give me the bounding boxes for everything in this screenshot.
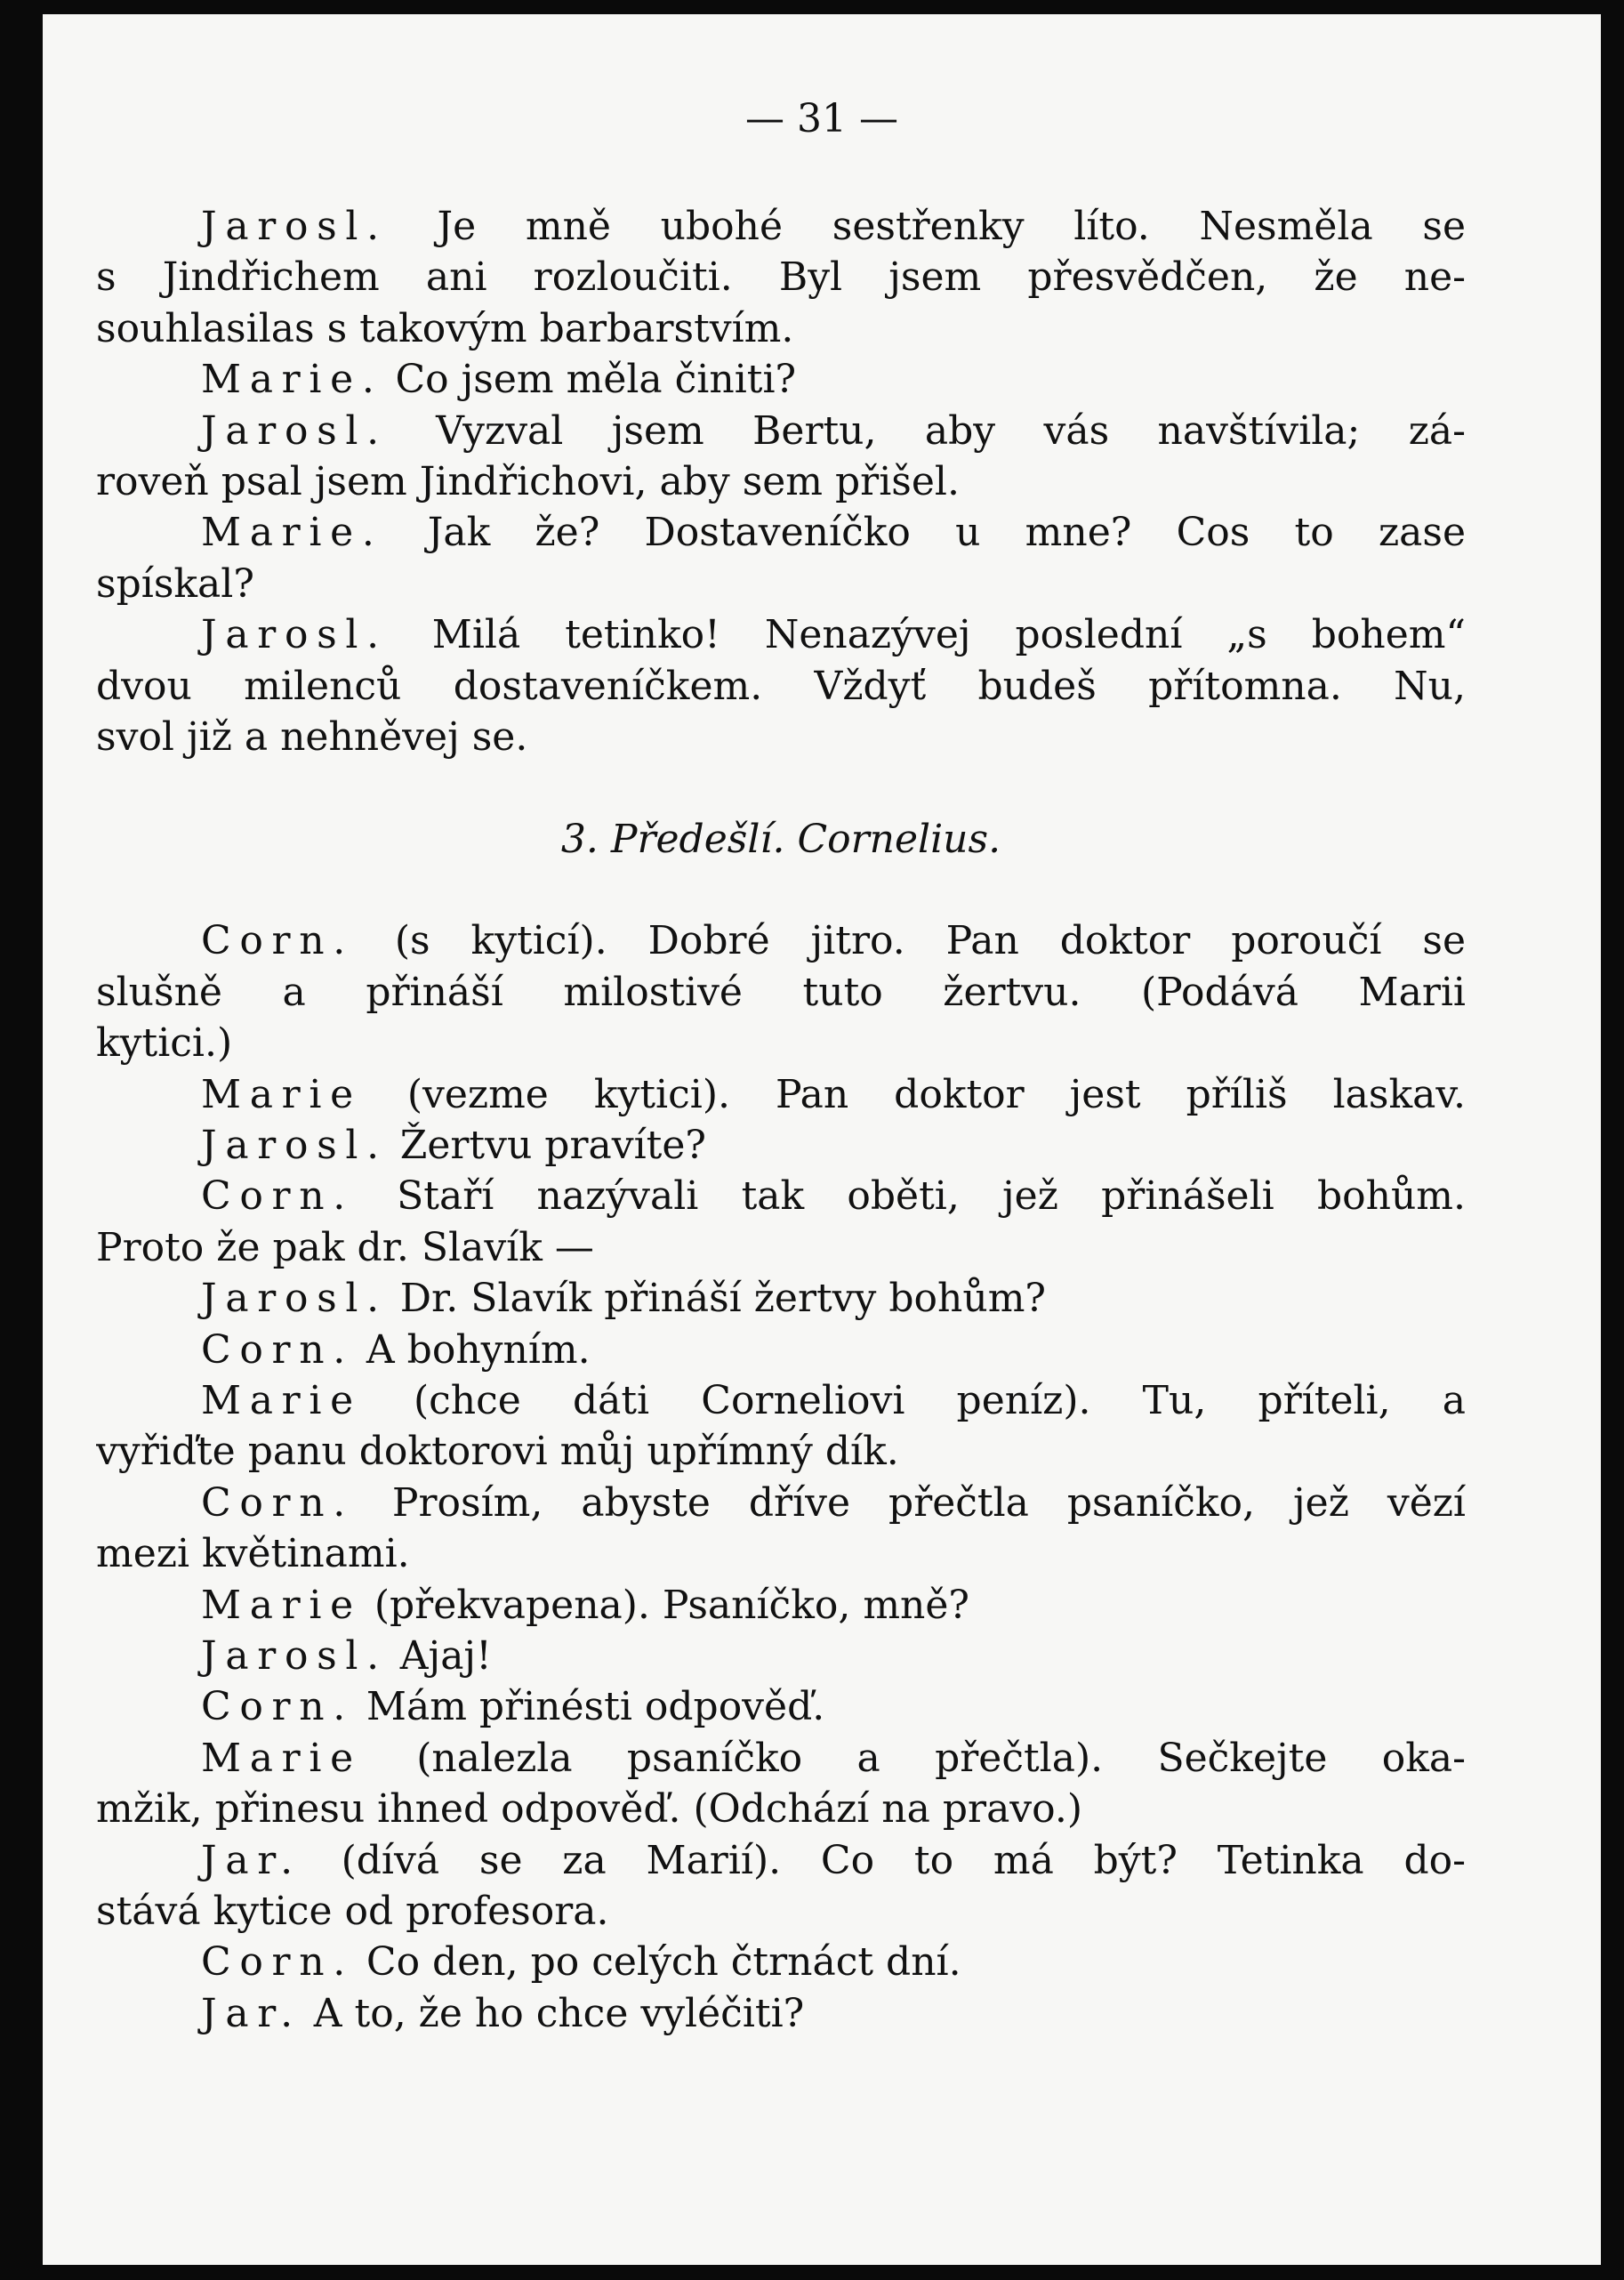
text-line (96, 1375, 1466, 1426)
text-line (96, 1325, 1466, 1375)
text-line (96, 915, 1466, 966)
speaker-name: Jarosl. (201, 1276, 388, 1322)
line-text: kytici.) (96, 1020, 233, 1067)
speaker-name: Marie (201, 1582, 362, 1628)
text-line (96, 1018, 1466, 1068)
line-text: s Jindřichem ani rozloučiti. Byl jsem přesvědčen, že ne- (96, 254, 1466, 301)
speaker-name: Marie (201, 1071, 362, 1117)
line-text: vyřiďte panu doktorovi můj upřímný dík. (96, 1429, 899, 1475)
line-text: Mám přinésti odpověď. (353, 1684, 825, 1730)
line-text: stává kytice od profesora. (96, 1888, 609, 1934)
line-text: (dívá se za Marií). Co to má být? Tetinka do- (301, 1837, 1466, 1883)
line-text: (překvapena). Psaníčko, mně? (361, 1582, 970, 1628)
line-text: Prosím, abyste dříve přečtla psaníčko, jež vězí (353, 1479, 1466, 1526)
text-line (96, 1886, 1466, 1937)
spacer (96, 865, 1466, 915)
text-line (96, 1631, 1466, 1681)
spacer (96, 762, 1466, 813)
scene-heading: 3. Předešlí. Cornelius. (560, 816, 1001, 862)
book-page (43, 14, 1601, 2265)
line-text: (s kyticí). Dobré jitro. Pan doktor poroučí se (353, 918, 1466, 964)
speaker-name: Jarosl. (201, 612, 388, 658)
speaker-name: Marie (201, 1377, 362, 1423)
text-line (96, 456, 1466, 507)
line-text: Staří nazývali tak oběti, jež přinášeli bohům. (353, 1173, 1466, 1220)
line-text: spískal? (96, 560, 254, 607)
line-text: dvou milenců dostaveníčkem. Vždyť budeš přítomna. Nu, (96, 663, 1466, 709)
text-line (96, 1069, 1466, 1120)
page-body (96, 201, 1466, 2039)
line-text: Co den, po celých čtrnáct dní. (353, 1939, 961, 1986)
line-text: Dr. Slavík přináší žertvy bohům? (387, 1276, 1047, 1322)
text-line (96, 661, 1466, 712)
speaker-name: Marie. (201, 357, 383, 403)
line-text: (nalezla psaníčko a přečtla). Sečkejte oka- (361, 1735, 1466, 1781)
speaker-name: Jarosl. (201, 1632, 388, 1679)
speaker-name: Corn. (201, 1684, 354, 1730)
text-line (96, 201, 1466, 252)
line-text: svol již a nehněvej se. (96, 713, 528, 760)
text-line (96, 1835, 1466, 1886)
text-line (96, 1171, 1466, 1221)
speaker-name: Jarosl. (201, 1123, 388, 1169)
speaker-name: Jar. (201, 1990, 301, 2036)
text-line (96, 1784, 1466, 1834)
text-line (96, 507, 1466, 558)
page-number: — 31 — (745, 96, 898, 141)
text-line (96, 1426, 1466, 1477)
speaker-name: Corn. (201, 1939, 354, 1986)
line-text: (vezme kytici). Pan doktor jest příliš laskav. (361, 1071, 1466, 1117)
speaker-name: Corn. (201, 1479, 354, 1526)
speaker-name: Jarosl. (201, 204, 388, 249)
text-line (96, 303, 1466, 354)
line-text: Co jsem měla činiti? (382, 357, 797, 403)
text-line (96, 1580, 1466, 1631)
text-line (96, 609, 1466, 660)
line-text: (chce dáti Corneliovi peníz). Tu, příteli, a (361, 1377, 1466, 1423)
text-line (96, 1681, 1466, 1732)
line-text: Vyzval jsem Bertu, aby vás navštívila; zá- (387, 407, 1466, 454)
line-text: A bohyním. (353, 1326, 591, 1373)
text-line (96, 967, 1466, 1018)
text-line (96, 252, 1466, 302)
text-line (96, 1988, 1466, 2039)
text-line (96, 1528, 1466, 1579)
speaker-name: Corn. (201, 1326, 354, 1373)
text-line (96, 1273, 1466, 1324)
line-text: Jak že? Dostaveníčko u mne? Cos to zase (382, 510, 1466, 556)
text-line (96, 354, 1466, 405)
line-text: A to, že ho chce vyléčiti? (301, 1990, 805, 2036)
speaker-name: Jar. (201, 1837, 301, 1883)
speaker-name: Marie (201, 1735, 362, 1781)
speaker-name: Corn. (201, 918, 354, 964)
line-text: mezi květinami. (96, 1531, 410, 1577)
line-text: Proto že pak dr. Slavík — (96, 1224, 594, 1270)
text-line (96, 1478, 1466, 1528)
line-text: Je mně ubohé sestřenky líto. Nesměla se (387, 204, 1466, 249)
speaker-name: Corn. (201, 1173, 354, 1220)
line-text: slušně a přináší milostivé tuto žertvu. (Podává Marii (96, 969, 1466, 1015)
text-line (96, 1120, 1466, 1171)
text-line (96, 559, 1466, 609)
line-text: roveň psal jsem Jindřichovi, aby sem přišel. (96, 458, 960, 504)
line-text: Milá tetinko! Nenazývej poslední „s bohem“ (387, 612, 1466, 658)
text-line (96, 712, 1466, 762)
text-line (96, 406, 1466, 456)
line-text: souhlasilas s takovým barbarstvím. (96, 305, 794, 351)
line-text: Žertvu pravíte? (387, 1123, 706, 1169)
text-line (96, 1222, 1466, 1273)
line-text: mžik, přinesu ihned odpověď. (Odchází na pravo.) (96, 1786, 1083, 1833)
speaker-name: Marie. (201, 510, 383, 556)
speaker-name: Jarosl. (201, 407, 388, 454)
line-text: Ajaj! (387, 1632, 492, 1679)
text-line (96, 1937, 1466, 1987)
text-line (96, 1733, 1466, 1784)
